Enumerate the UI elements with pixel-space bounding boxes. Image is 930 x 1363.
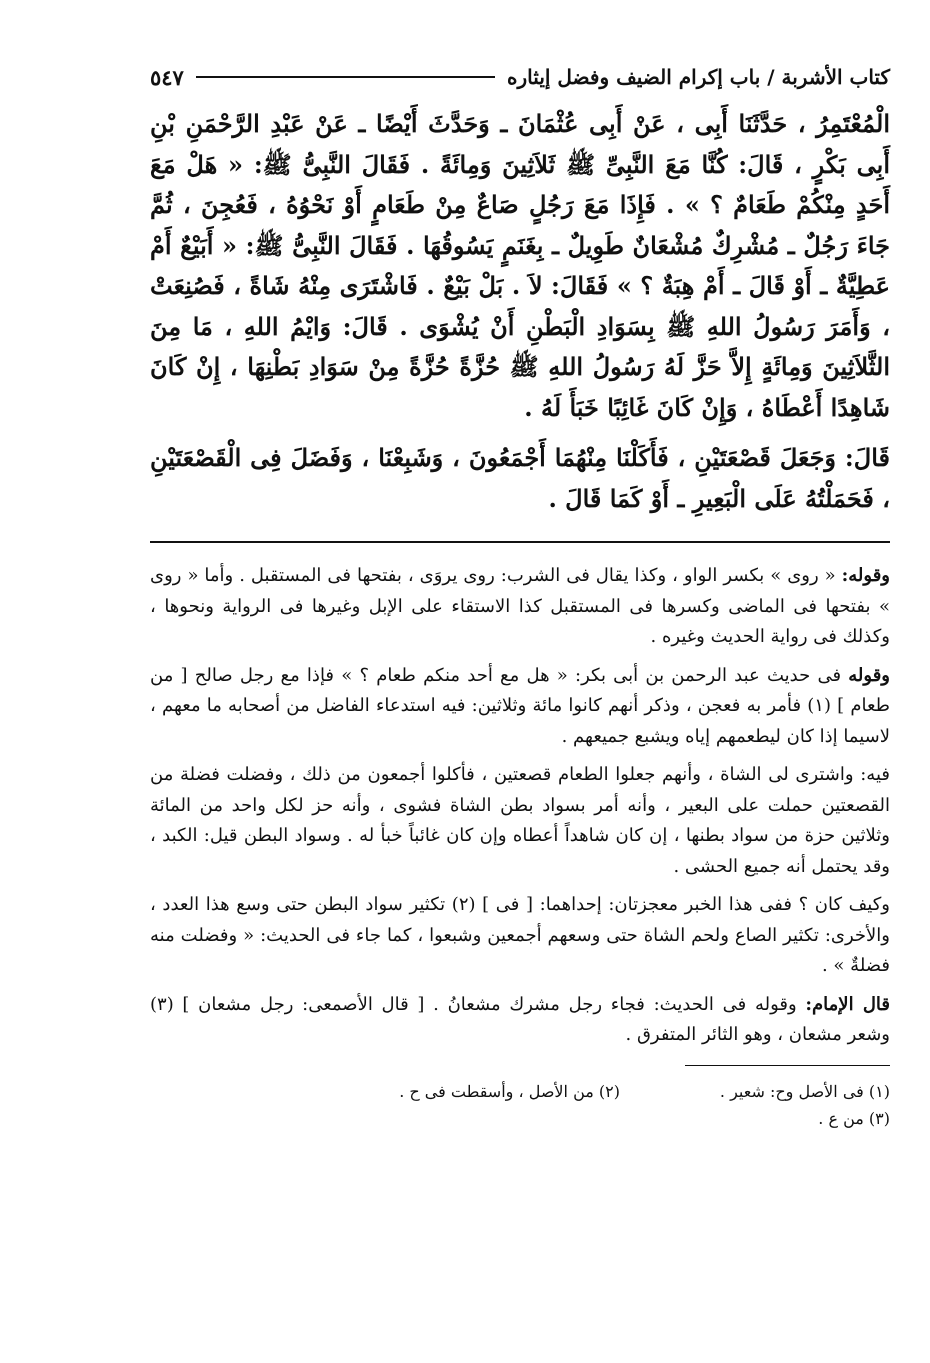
footnotes <box>150 1078 890 1132</box>
commentary-paragraph <box>150 661 890 753</box>
footnote-1: (١) فى الأصل وح: شعير . <box>719 1081 890 1101</box>
commentary <box>150 561 890 1051</box>
hadith-paragraph: قَالَ: وَجَعَلَ قَصْعَتَيْنِ ، فَأَكَلْنَا مِنْهُمَا أَجْمَعُونَ ، وَشَبِعْنَا ، وَفَضَلَ فِى الْقَصْعَتَيْنِ ، فَحَمَلْتُهُ عَلَى الْبَعِيرِ ـ أَوْ كَمَا قَالَ . <box>150 443 890 513</box>
commentary-lead: قال الإمام: <box>805 993 890 1015</box>
footnote-row <box>150 1078 890 1105</box>
commentary-text: فى حديث عبد الرحمن بن أبى بكر: « هل مع أحد منكم طعام ؟ » فإذا مع رجل صالح [ من طعام ] (١) فأمر به فعجن ، وذكر أنهم كانوا مائة وثلاثين: فيه استدعاء الفاضل من أصحابه ما معهم ، لاسيما إذا كان ليطعمهم إياه ويشبع جميعهم . <box>150 664 890 747</box>
page-number: ٥٤٧ <box>150 64 184 90</box>
commentary-lead: وقوله <box>848 664 890 686</box>
header-rule <box>196 76 495 78</box>
commentary-paragraph <box>150 990 890 1051</box>
hadith-text <box>150 104 890 519</box>
footnote-divider <box>685 1065 890 1066</box>
footnote-row <box>150 1105 890 1132</box>
commentary-text: وكيف كان ؟ ففى هذا الخبر معجزتان: إحداهما: [ فى ] (٢) تكثير سواد البطن حتى وسع هذا العدد ، والأخرى: تكثير الصاع ولحم الشاة حتى وسعهم أجمعين وشبعوا ، كما جاء فى الحديث: « وفضلت منه فضلةٌ » . <box>150 894 890 976</box>
commentary-paragraph <box>150 890 890 982</box>
commentary-text: وقوله فى الحديث: فجاء رجل مشرك مشعانُ . [ قال الأصمعى: رجل مشعان ] (٣) وشعر مشعان ، وهو الثائر المتفرق . <box>150 993 890 1045</box>
hadith-paragraph: الْمُعْتَمِرُ ، حَدَّثَنَا أَبِى ، عَنْ أَبِى عُثْمَانَ ـ وَحَدَّثَ أَيْضًا ـ عَنْ عَبْدِ الرَّحْمَنِ بْنِ أَبِى بَكْرٍ ، قَالَ: كُنَّا مَعَ النَّبِىِّ ﷺ ثَلاَثِينَ وَمِائَةً . فَقَالَ النَّبِىُّ ﷺ: « هَلْ مَعَ أَحَدٍ مِنْكُمْ طَعَامٌ ؟ » . فَإِذَا مَعَ رَجُلٍ صَاعٌ مِنْ طَعَامٍ أَوْ نَحْوُهُ ، فَعُجِنَ ، ثُمَّ جَاءَ رَجُلٌ ـ مُشْرِكٌ مُشْعَانٌ طَوِيلٌ ـ بِغَنَمٍ يَسُوقُهَا . فَقَالَ النَّبِىُّ ﷺ: « أَبَيْعٌ أَمْ عَطِيَّةٌ ـ أَوْ قَالَ ـ أَمْ هِبَةٌ ؟ » فَقَالَ: لاَ . بَلْ بَيْعٌ . فَاشْتَرَى مِنْهُ شَاةً ، فَصُنِعَتْ ، وَأَمَرَ رَسُولُ اللهِ ﷺ بِسَوَادِ الْبَطْنِ أَنْ يُشْوَى . قَالَ: وَايْمُ اللهِ ، مَا مِنَ الثَّلاَثِينَ وَمِائَةٍ إِلاَّ حَزَّ لَهُ رَسُولُ اللهِ ﷺ حُزَّةً حُزَّةً مِنْ سَوَادِ بَطْنِهَا ، إِنْ كَانَ شَاهِدًا أَعْطَاهُ ، وَإِنْ كَانَ غَائِبًا خَبَأَ لَهُ . <box>150 109 890 422</box>
commentary-lead: وقوله: <box>841 565 890 586</box>
commentary-text: فيه: واشترى لى الشاة ، وأنهم جعلوا الطعام قصعتين ، فأكلوا أجمعون من ذلك ، وفضلت فضلة من القصعتين حملت على البعير ، وأنه أمر بسواد بطن الشاة فشوى ، وأنه حز لكل واحد من المائة وثلاثين حزة من سواد بطنها ، إن كان شاهداً أعطاه وإن كان غائباً خبأ له . وسواد البطن قيل: الكبد ، وقد يحتمل أنه جميع الحشى . <box>150 764 890 877</box>
commentary-paragraph <box>150 561 890 653</box>
commentary-paragraph <box>150 760 890 882</box>
book-page <box>150 62 890 1132</box>
running-title: كتاب الأشربة / باب إكرام الضيف وفضل إيثاره <box>507 65 890 89</box>
commentary-text: « روى » بكسر الواو ، وكذا يقال فى الشرب: روى يروَى ، بفتحها فى المستقبل . وأما « روى » بفتحها فى الماضى وكسرها فى المستقبل كذا الاستقاء على الإبل وغيرها فى الرواية ونحوها ، وكذلك فى رواية الحديث وغيره . <box>150 565 890 647</box>
footnote-3: (٣) من ع . <box>818 1108 890 1128</box>
footnote-2: (٢) من الأصل ، وأسقطت فى ح . <box>399 1081 620 1101</box>
section-divider <box>150 541 890 543</box>
running-header <box>150 62 890 92</box>
